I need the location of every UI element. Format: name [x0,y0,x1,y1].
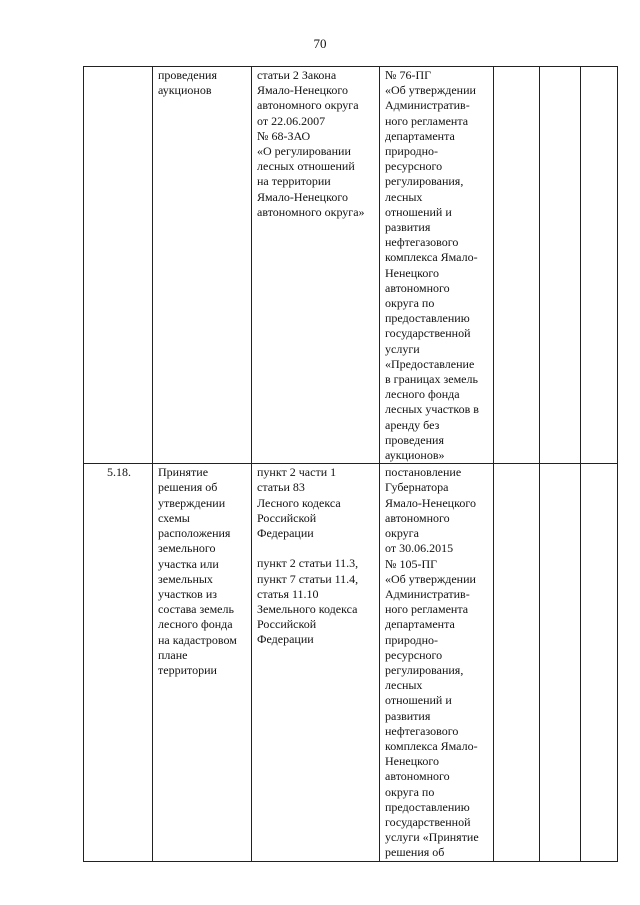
service-name: Принятие решения об утверждении схемы расположения земельного участка или земельных участков из состава земель лесного фонда на кадастровом плане территории [158,465,237,677]
legal-basis: статьи 2 Закона Ямало-Ненецкого автономного округа от 22.06.2007 № 68-ЗАО «О регулировании лесных отношений на территории Ямало-Ненецкого автономного округа» [257,68,365,219]
empty-cell [581,464,618,861]
legal-basis-land-code: пункт 2 статьи 11.3, пункт 7 статьи 11.4, статья 11.10 Земельного кодекса Российской Федерации [257,556,359,647]
row-number-cell [84,464,153,861]
legal-basis-cell [252,464,380,861]
regulation-act-cell [380,464,494,861]
service-name-cell [153,464,252,861]
empty-cell [540,67,581,464]
row-number-cell [84,67,153,464]
legal-basis-cell [252,67,380,464]
table-row [84,67,618,464]
table-row [84,464,618,861]
empty-cell [540,464,581,861]
row-number: 5.18. [107,465,131,480]
regulation-act: № 76-ПГ «Об утверждении Административ- ного регламента департамента природно- ресурсного регулирования, лесных отношений и развития нефтегазового комплекса Ямало- Ненецкого автономного округа по предоставлению государственной услуги «Предоставление в границах земель лесного фонда лесных участков в аренду без проведения аукционов» [385,68,479,463]
legal-basis-forest-code: пункт 2 части 1 статьи 83 Лесного кодекса Российской Федерации [257,465,341,541]
empty-cell [581,67,618,464]
empty-cell [494,67,540,464]
empty-cell [494,464,540,861]
services-table [83,66,618,862]
service-name: проведения аукционов [158,68,217,98]
regulation-act: постановление Губернатора Ямало-Ненецкого автономного округа от 30.06.2015 № 105-ПГ «Об утверждении Административ- ного регламента департамента природно- ресурсного регулирования, лесных отношений и развития нефтегазового комплекса Ямало- Ненецкого автономного округа по предоставлению государственной услуги «Принятие решения об [385,465,479,860]
page-number: 70 [313,36,327,51]
service-name-cell [153,67,252,464]
regulation-act-cell [380,67,494,464]
